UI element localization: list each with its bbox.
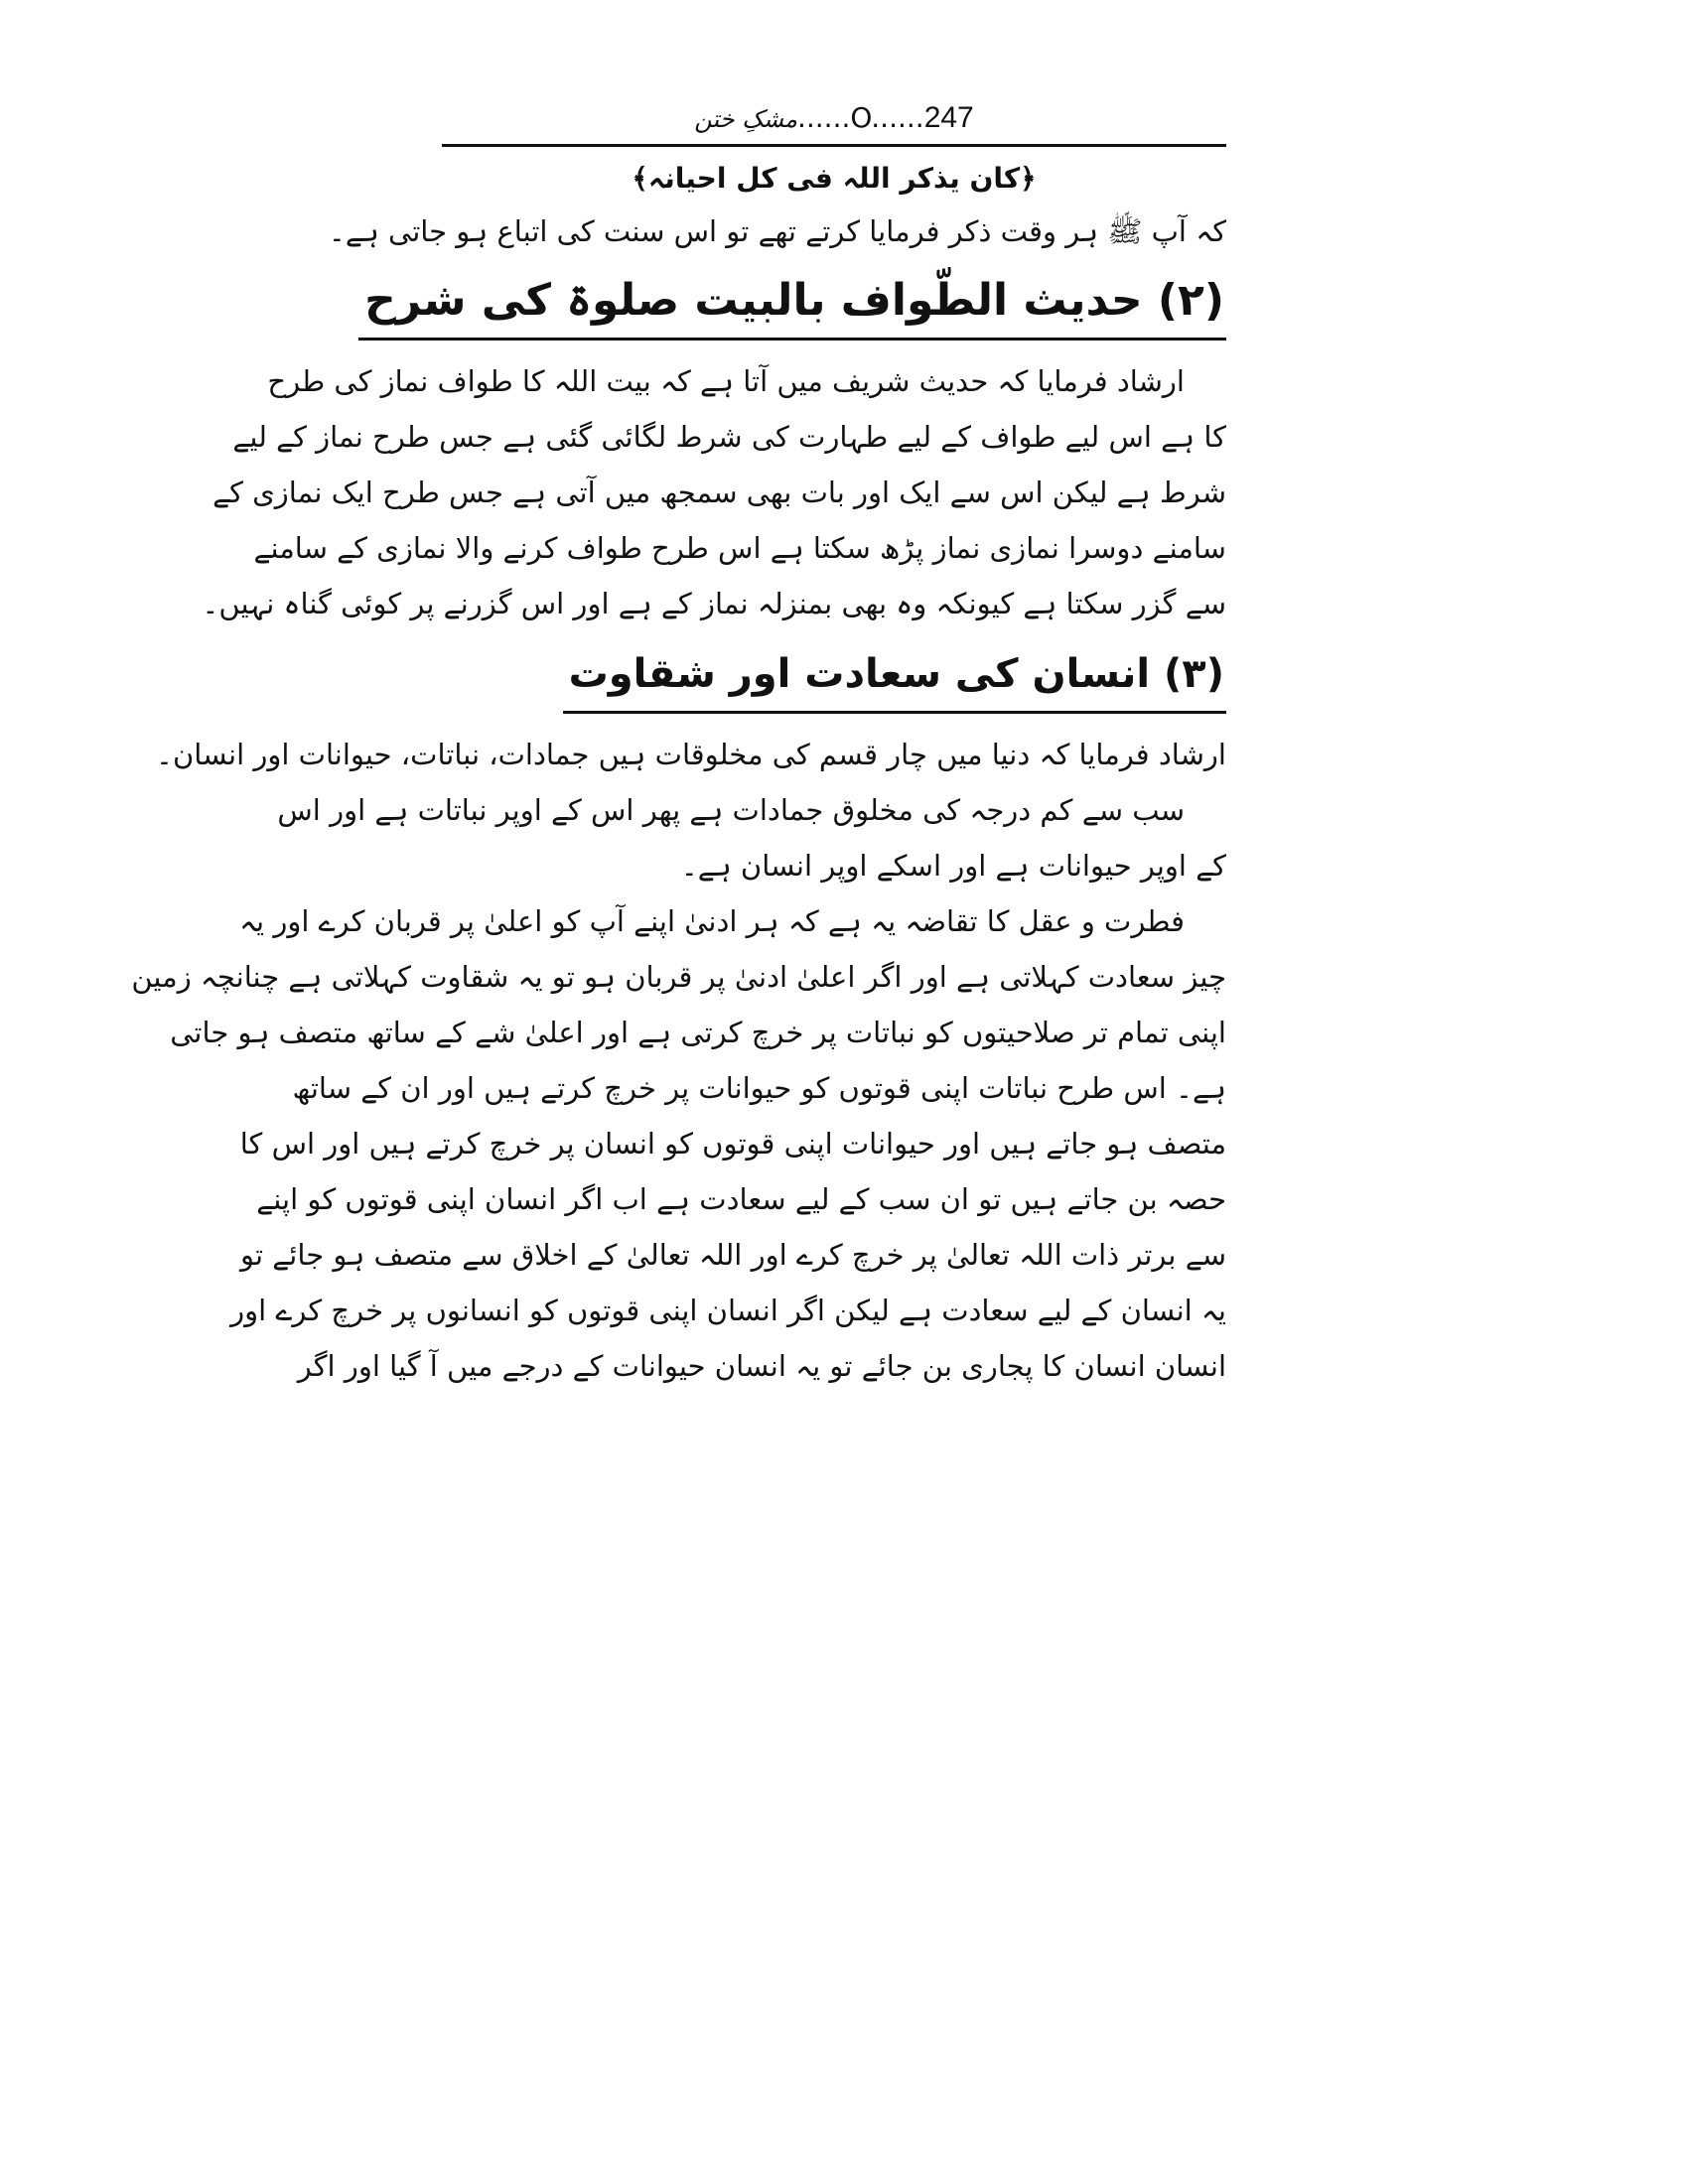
section-3-paragraph-2	[277, 786, 1226, 889]
text-line: ہے۔ اس طرح نباتات اپنی قوتوں کو حیوانات پر خرچ کرتے ہیں اور ان کے ساتھ	[292, 1071, 1226, 1105]
text-line: کے اوپر حیوانات ہے اور اسکے اوپر انسان ہے۔	[680, 849, 1226, 883]
text-line: فطرت و عقل کا تقاضہ یہ ہے کہ ہر ادنیٰ اپنے آپ کو اعلیٰ پر قربان کرے اور یہ	[239, 904, 1185, 938]
text-line: سامنے دوسرا نمازی نماز پڑھ سکتا ہے اس طرح طواف کرنے والا نمازی کے سامنے	[253, 531, 1226, 565]
section-3-paragraph-3	[131, 897, 1226, 1390]
page-body	[131, 157, 1226, 1398]
text-line: انسان انسان کا پجاری بن جائے تو یہ انسان حیوانات کے درجے میں آ گیا اور اگر	[297, 1349, 1226, 1383]
text-line: ارشاد فرمایا کہ حدیث شریف میں آتا ہے کہ بیت اللہ کا طواف نماز کی طرح	[267, 364, 1185, 398]
text-line: سے گزر سکتا ہے کیونکہ وہ بھی بمنزلہ نماز کے ہے اور اس گزرنے پر کوئی گناہ نہیں۔	[202, 587, 1226, 620]
text-line: سب سے کم درجہ کی مخلوق جمادات ہے پھر اس کے اوپر نباتات ہے اور اس	[277, 793, 1185, 827]
text-line: ارشاد فرمایا کہ دنیا میں چار قسم کی مخلوقات ہیں جمادات، نباتات، حیوانات اور انسان۔	[156, 738, 1226, 771]
text-line: حصہ بن جاتے ہیں تو ان سب کے لیے سعادت ہے اب اگر انسان اپنی قوتوں کو اپنے	[256, 1182, 1226, 1216]
text-line: یہ انسان کے لیے سعادت ہے لیکن اگر انسان اپنی قوتوں کو انسانوں پر خرچ کرے اور	[230, 1294, 1226, 1327]
text-line: اپنی تمام تر صلاحیتوں کو نباتات پر خرچ کرتی ہے اور اعلیٰ شے کے ساتھ متصف ہو جاتی	[170, 1016, 1226, 1049]
page-number: 247	[923, 101, 974, 134]
section-2-paragraph	[202, 357, 1226, 627]
intro-line: کہ آپ ﷺ ہر وقت ذکر فرمایا کرتے تھے تو اس سنت کی اتباع ہو جاتی ہے۔	[328, 214, 1226, 248]
header-separator: ......O......	[796, 101, 924, 134]
text-line: کا ہے اس لیے طواف کے لیے طہارت کی شرط لگائی گئی ہے جس طرح نماز کے لیے	[232, 420, 1226, 454]
running-header	[442, 95, 1226, 141]
section-3-paragraph-1	[156, 731, 1226, 778]
book-title: مشکِ ختن	[694, 105, 797, 133]
section-2-heading: (۲) حدیث الطّواف بالبیت صلوۃ کی شرح	[358, 270, 1226, 341]
text-line: سے برتر ذات اللہ تعالیٰ پر خرچ کرے اور اللہ تعالیٰ کے اخلاق سے متصف ہو جائے تو	[240, 1238, 1226, 1272]
header-rule	[442, 144, 1226, 147]
text-line: چیز سعادت کہلاتی ہے اور اگر اعلیٰ ادنیٰ پر قربان ہو تو یہ شقاوت کہلاتی ہے چنانچہ زمین	[131, 960, 1226, 994]
section-3-heading: (۳) انسان کی سعادت اور شقاوت	[563, 643, 1226, 714]
section-3-heading-block	[442, 635, 1226, 717]
section-2-heading-block	[364, 262, 1226, 343]
text-line: متصف ہو جاتے ہیں اور حیوانات اپنی قوتوں کو انسان پر خرچ کرتے ہیں اور اس کا	[239, 1127, 1226, 1160]
text-line: شرط ہے لیکن اس سے ایک اور بات بھی سمجھ میں آتی ہے جس طرح ایک نمازی کے	[212, 476, 1226, 509]
hadith-quote: ﴿کان یذکر اللہ فی کل احیانہ﴾	[632, 162, 1037, 195]
